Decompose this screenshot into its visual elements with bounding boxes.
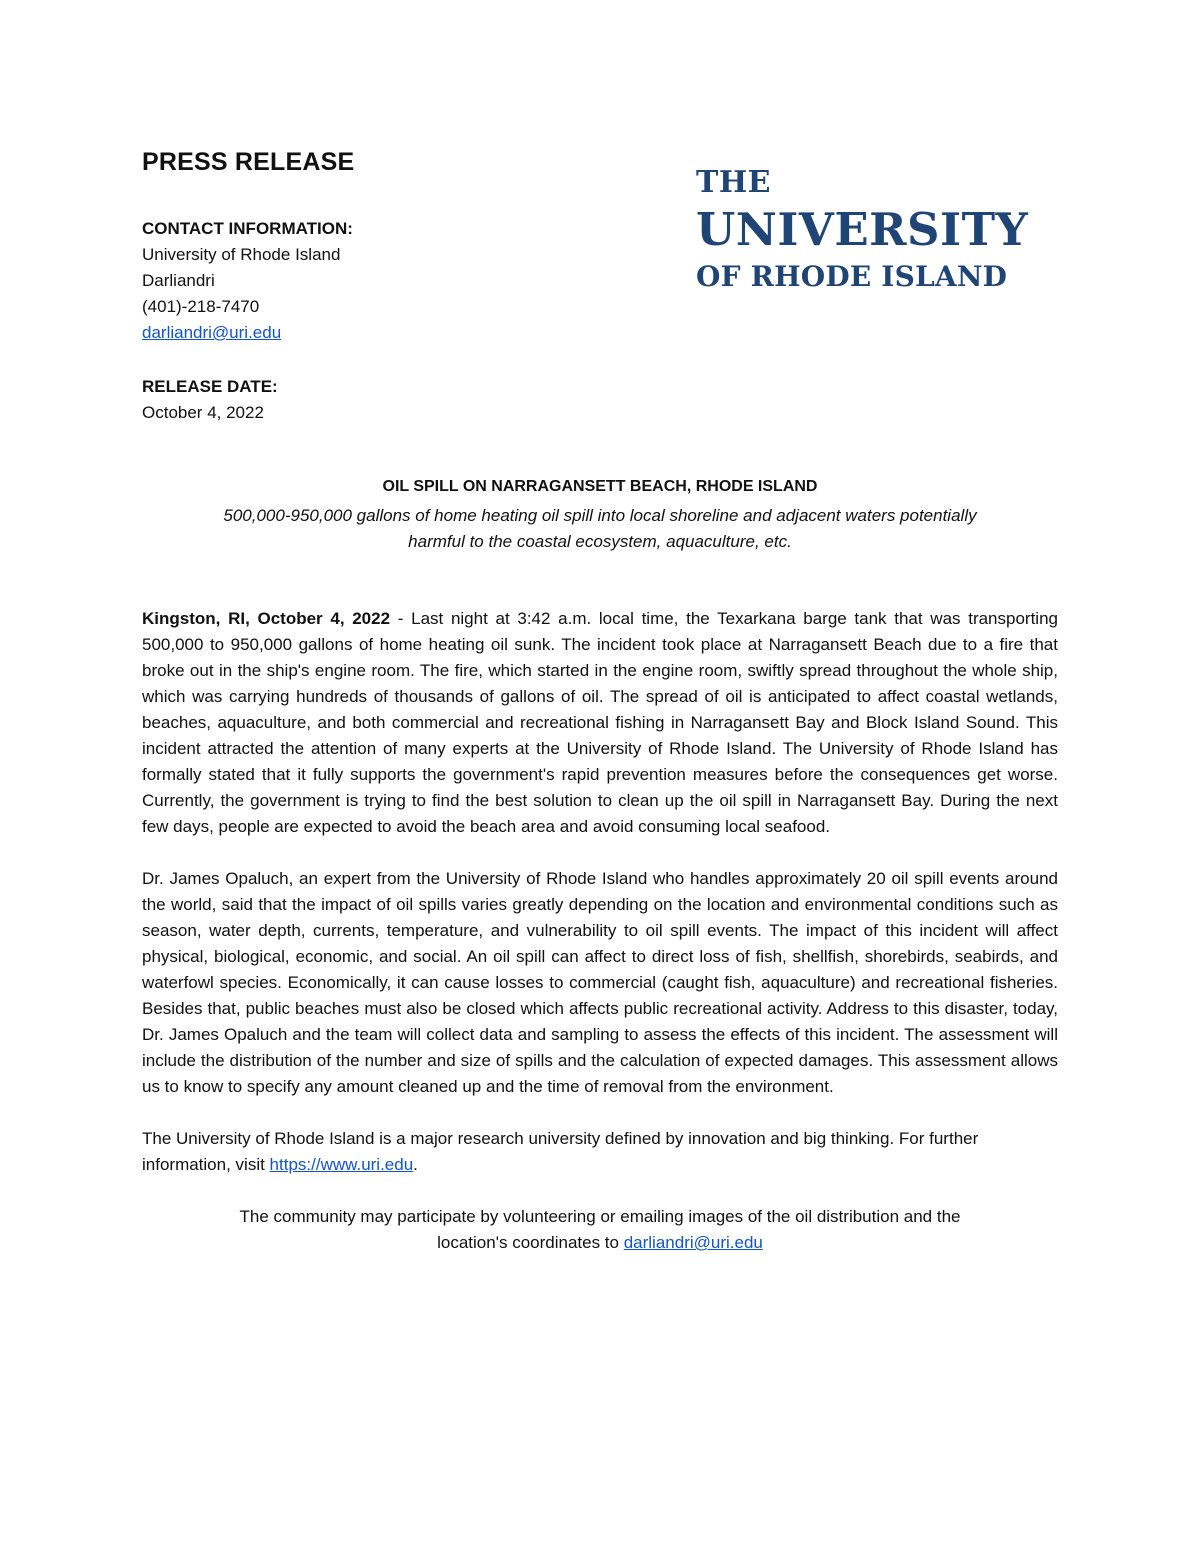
headline-subtitle-2: harmful to the coastal ecosystem, aquaculture, etc. <box>408 532 792 551</box>
closing-line-2-text: location's coordinates to <box>437 1233 624 1252</box>
release-date: October 4, 2022 <box>142 403 264 422</box>
contact-email-link[interactable]: darliandri@uri.edu <box>142 323 282 342</box>
logo-line-rhode-island: OF RHODE ISLAND <box>696 260 1008 293</box>
paragraph-1-text: - Last night at 3:42 a.m. local time, the Texarkana barge tank that was transporting 500,000 to 950,000 gallons of home heating oil sunk. The incident took place at Narragansett Beach due to a fire that broke out in the ship's engine room. The fire, which started in the engine room, swiftly spread throughout the whole ship, which was carrying hundreds of thousands of gallons of oil. The spread of oil is anticipated to affect coastal wetlands, beaches, aquaculture, and both commercial and recreational fishing in Narragansett Bay and Block Island Sound. This incident attracted the attention of many experts at the University of Rhode Island. The University of Rhode Island has formally stated that it fully supports the government's rapid prevention measures before the consequences get worse. Currently, the government is trying to find the best solution to clean up the oil spill in Narragansett Bay. During the next few days, people are expected to avoid the beach area and avoid consuming local seafood. <box>142 609 1058 836</box>
dateline: Kingston, RI, October 4, 2022 <box>142 609 391 628</box>
contact-org: University of Rhode Island <box>142 245 341 264</box>
release-date-block <box>142 374 662 426</box>
closing-line-2 <box>142 1230 1058 1256</box>
logo-line-university: UNIVERSITY <box>696 203 1029 256</box>
release-label: RELEASE DATE: <box>142 377 278 396</box>
closing-line-1: The community may participate by volunteering or emailing images of the oil distribution and the <box>239 1207 961 1226</box>
university-logo <box>696 166 1036 294</box>
logo-line-the: THE <box>696 165 772 200</box>
headline-subtitle-1: 500,000-950,000 gallons of home heating oil spill into local shoreline and adjacent waters potentially <box>223 506 977 525</box>
paragraph-3-text: The University of Rhode Island is a major research university defined by innovation and big thinking. For further information, visit <box>142 1129 979 1174</box>
contact-name: Darliandri <box>142 271 215 290</box>
closing-email-link[interactable]: darliandri@uri.edu <box>623 1233 763 1252</box>
contact-header <box>142 146 662 426</box>
page-title: PRESS RELEASE <box>142 148 355 176</box>
headline-title: OIL SPILL ON NARRAGANSETT BEACH, RHODE ISLAND <box>382 478 818 495</box>
headline <box>142 475 1058 555</box>
website-link[interactable]: https://www.uri.edu <box>269 1155 414 1174</box>
paragraph-2: Dr. James Opaluch, an expert from the University of Rhode Island who handles approximately 20 oil spill events around the world, said that the impact of oil spills varies greatly depending on the location and environmental conditions such as season, water depth, currents, temperature, and vulnerability to oil spill events. The impact of this incident will affect physical, biological, economic, and social. An oil spill can affect to direct loss of fish, shellfish, shorebirds, seabirds, and waterfowl species. Economically, it can cause losses to commercial (caught fish, aquaculture) and recreational fisheries. Besides that, public beaches must also be closed which affects public recreational activity. Address to this disaster, today, Dr. James Opaluch and the team will collect data and sampling to assess the effects of this incident. The assessment will include the distribution of the number and size of spills and the calculation of expected damages. This assessment allows us to know to specify any amount cleaned up and the time of removal from the environment. <box>142 869 1058 1096</box>
contact-email-line <box>142 320 662 346</box>
paragraph-3 <box>142 1126 1058 1178</box>
paragraph-1 <box>142 606 1058 840</box>
paragraph-3-end: . <box>413 1155 418 1174</box>
contact-label: CONTACT INFORMATION: <box>142 219 353 238</box>
article-body <box>142 606 1058 1256</box>
contact-phone: (401)-218-7470 <box>142 297 260 316</box>
